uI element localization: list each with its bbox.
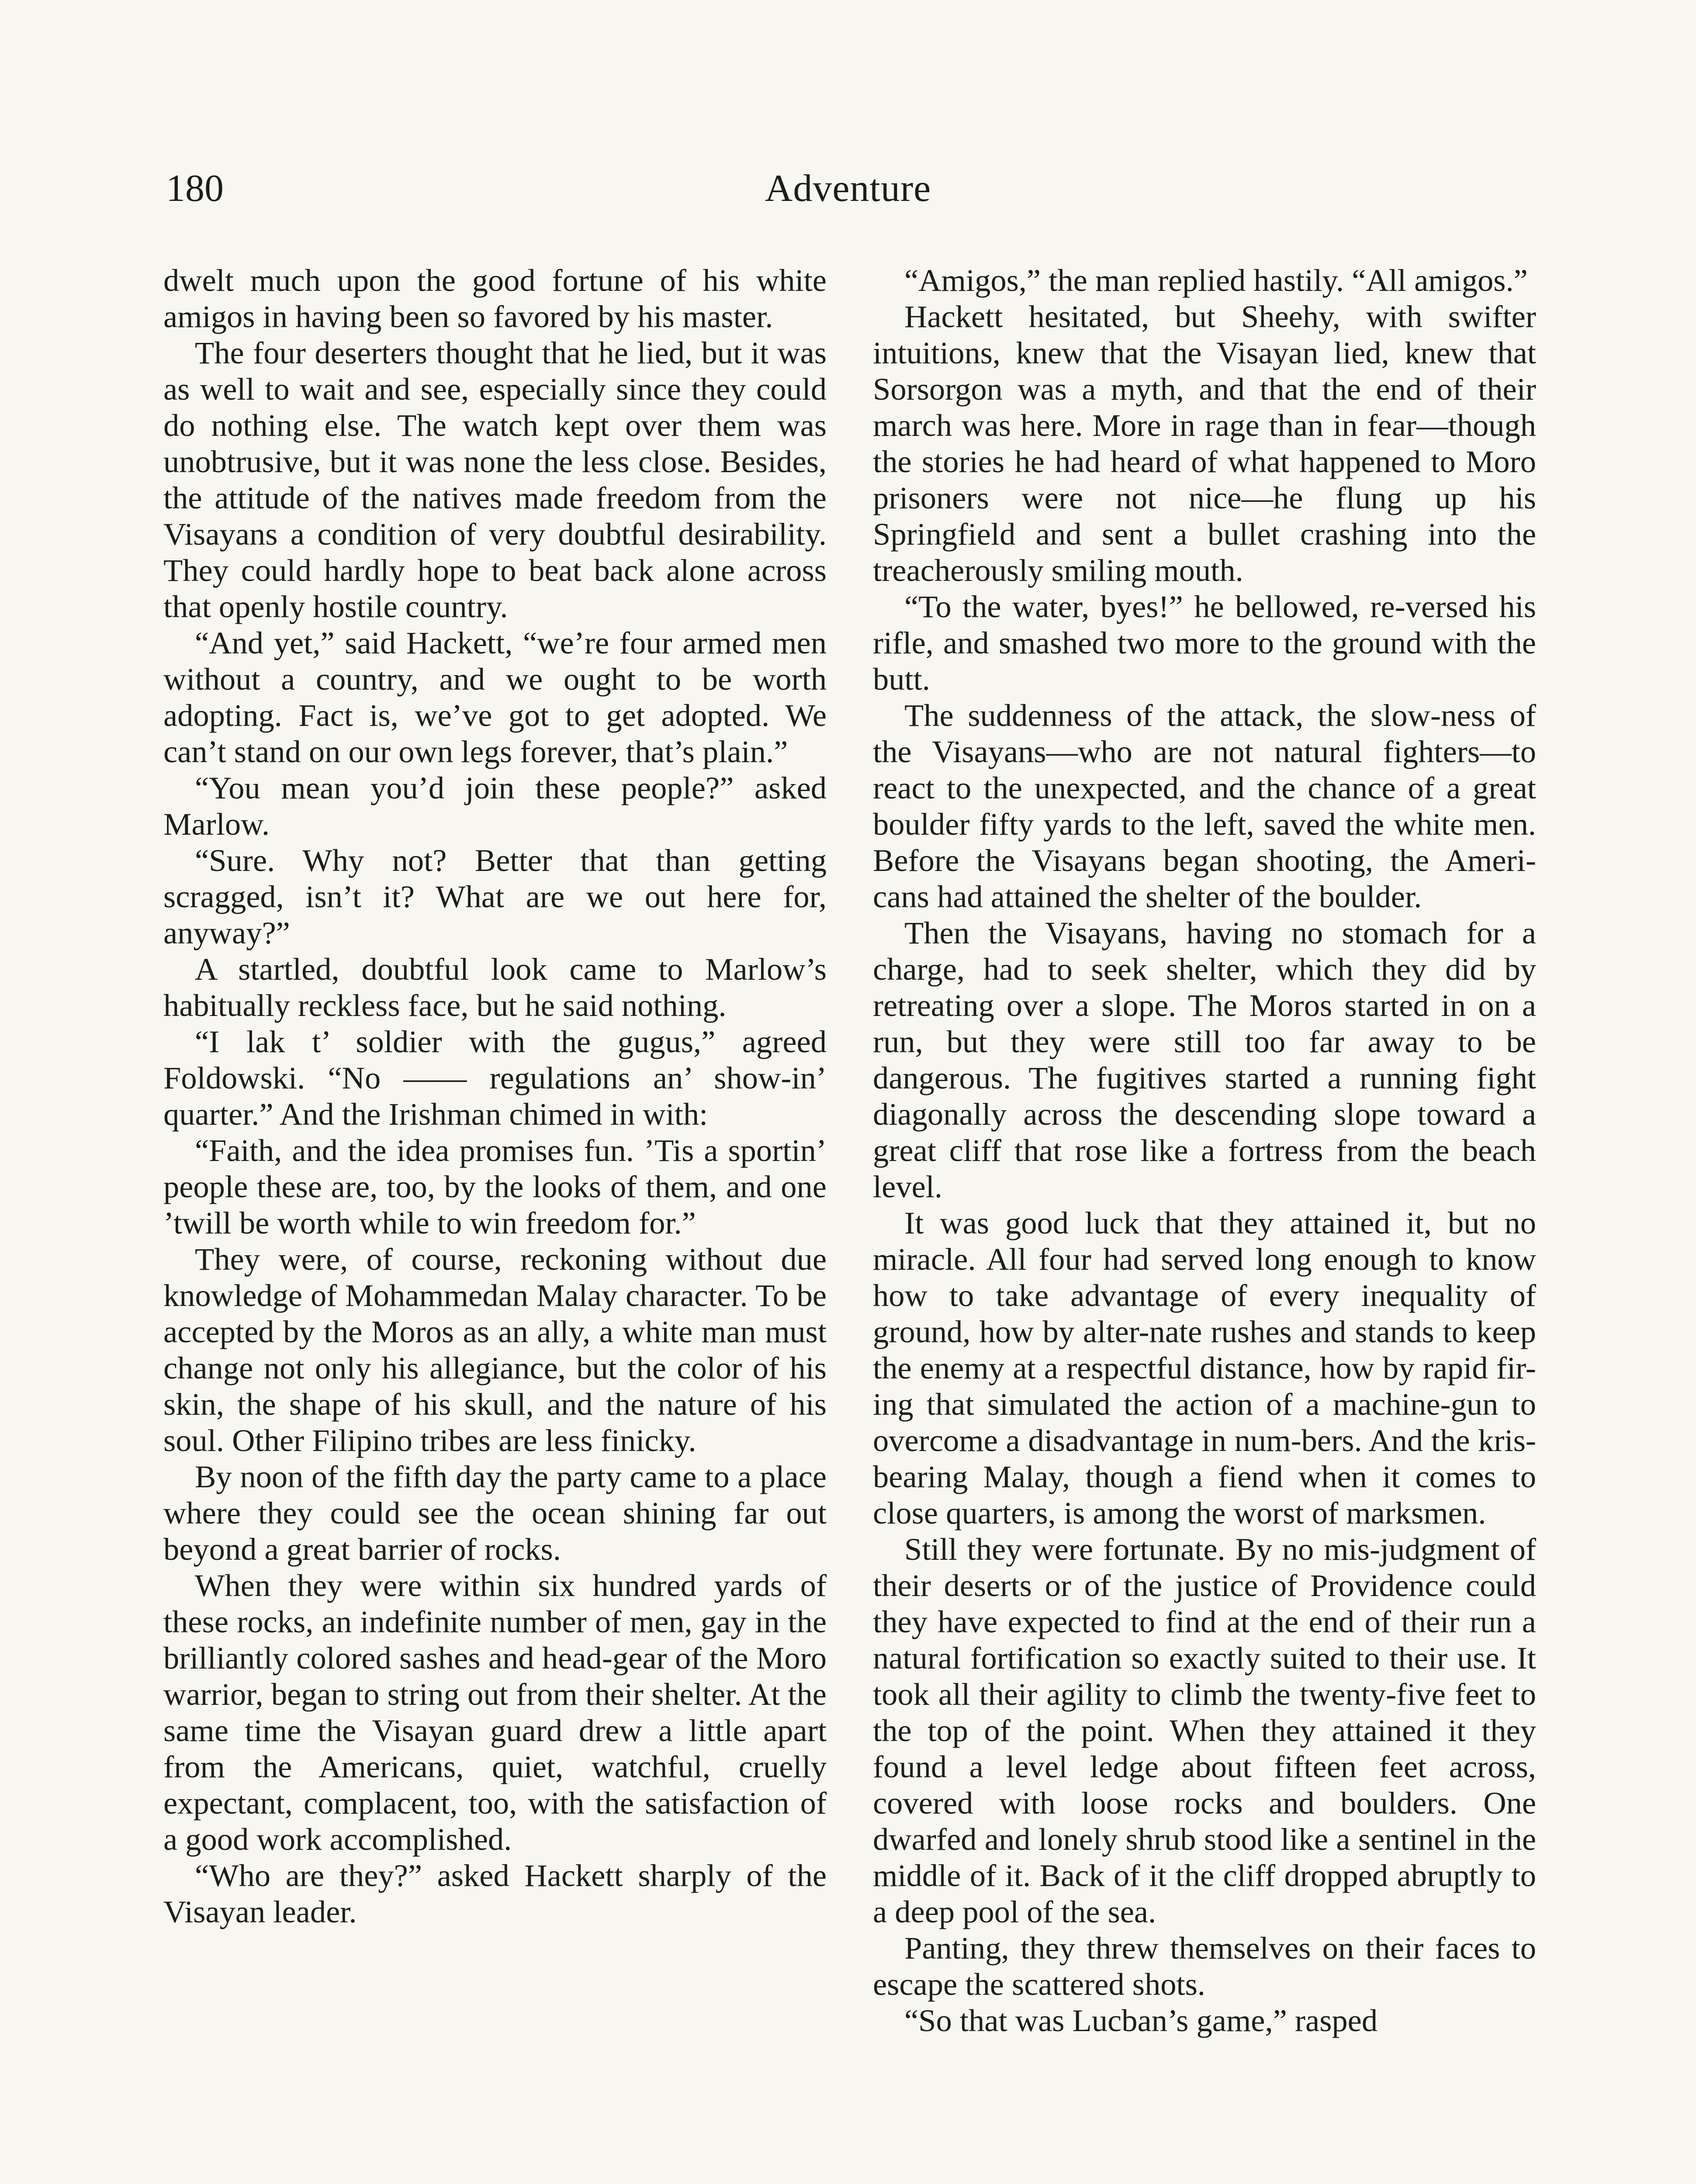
paragraph: They were, of course, reckoning without due knowledge of Mohammedan Malay character. To be accepted by the Moros as an ally, a white man must change not only his allegiance, but the color of his skin, the shape of his skull, and the nature of his soul. Other Filipino tribes are less finicky. bbox=[163, 1241, 827, 1458]
paragraph: dwelt much upon the good fortune of his white amigos in having been so favored by his master. bbox=[163, 263, 827, 334]
paragraph: “I lak t’ soldier with the gugus,” agreed Foldowski. “No —— regulations an’ show-in’ quarter.” And the Irishman chimed in with: bbox=[163, 1024, 827, 1132]
paragraph: “Faith, and the idea promises fun. ’Tis a sportin’ people these are, too, by the looks of them, and one ’twill be worth while to win freedom for.” bbox=[163, 1133, 827, 1241]
paragraph: Still they were fortunate. By no mis-judgment of their deserts or of the justice of Providence could they have expected to find at the end of their run a natural fortification so exactly suited to their use. It took all their agility to climb the twenty-five feet to the top of the point. When they attained it they found a level ledge about fifteen feet across, covered with loose rocks and boulders. One dwarfed and lonely shrub stood like a sentinel in the middle of it. Back of it the cliff dropped abruptly to a deep pool of the sea. bbox=[873, 1531, 1536, 1929]
paragraph: “Who are they?” asked Hackett sharply of the Visayan leader. bbox=[163, 1858, 827, 1929]
running-title: Adventure bbox=[765, 167, 931, 210]
paragraph: “So that was Lucban’s game,” rasped bbox=[904, 2003, 1378, 2038]
paragraph: “Amigos,” the man replied hastily. “All amigos.” bbox=[904, 263, 1528, 298]
paragraph: “To the water, byes!” he bellowed, re-versed his rifle, and smashed two more to the ground with the butt. bbox=[873, 589, 1536, 697]
paragraph: The four deserters thought that he lied, but it was as well to wait and see, especially since they could do nothing else. The watch kept over them was unobtrusive, but it was none the less close. Besides, the attitude of the natives made freedom from the Visayans a condition of very doubtful desirability. They could hardly hope to beat back alone across that openly hostile country. bbox=[163, 335, 827, 624]
paragraph: When they were within six hundred yards of these rocks, an indefinite number of men, gay in the brilliantly colored sashes and head-gear of the Moro warrior, began to string out from their shelter. At the same time the Visayan guard drew a little apart from the Americans, quiet, watchful, cruelly expectant, complacent, too, with the satisfaction of a good work accomplished. bbox=[163, 1568, 827, 1857]
paragraph: By noon of the fifth day the party came to a place where they could see the ocean shining far out beyond a great barrier of rocks. bbox=[163, 1459, 827, 1567]
right-column bbox=[873, 262, 1536, 2039]
paragraph: “Sure. Why not? Better that than getting scragged, isn’t it? What are we out here for, anyway?” bbox=[163, 843, 827, 950]
paragraph: Then the Visayans, having no stomach for a charge, had to seek shelter, which they did by retreating over a slope. The Moros started in on a run, but they were still too far away to be dangerous. The fugitives started a running fight diagonally across the descending slope toward a great cliff that rose like a fortress from the beach level. bbox=[873, 915, 1536, 1204]
paragraph: Hackett hesitated, but Sheehy, with swifter intuitions, knew that the Visayan lied, knew that Sorsorgon was a myth, and that the end of their march was here. More in rage than in fear—though the stories he had heard of what happened to Moro prisoners were not nice—he flung up his Springfield and sent a bullet crashing into the treacherously smiling mouth. bbox=[873, 299, 1536, 588]
page-number: 180 bbox=[166, 167, 224, 210]
paragraph: The suddenness of the attack, the slow-ness of the Visayans—who are not natural fighters—to react to the unexpected, and the chance of a great boulder fifty yards to the left, saved the white men. Before the Visayans began shooting, the Ameri-cans had attained the shelter of the boulder. bbox=[873, 698, 1536, 914]
paragraph: “And yet,” said Hackett, “we’re four armed men without a country, and we ought to be worth adopting. Fact is, we’ve got to get adopted. We can’t stand on our own legs forever, that’s plain.” bbox=[163, 625, 827, 769]
paragraph: It was good luck that they attained it, but no miracle. All four had served long enough to know how to take advantage of every inequality of ground, how by alter-nate rushes and stands to keep the enemy at a respectful distance, how by rapid fir-ing that simulated the action of a machine-gun to overcome a disadvantage in num-bers. And the kris-bearing Malay, though a fiend when it comes to close quarters, is among the worst of marksmen. bbox=[873, 1205, 1536, 1531]
paragraph: Panting, they threw themselves on their faces to escape the scattered shots. bbox=[873, 1930, 1536, 2002]
paragraph: “You mean you’d join these people?” asked Marlow. bbox=[163, 770, 827, 842]
left-column bbox=[163, 262, 827, 1930]
paragraph: A startled, doubtful look came to Marlow’s habitually reckless face, but he said nothing. bbox=[163, 951, 827, 1023]
